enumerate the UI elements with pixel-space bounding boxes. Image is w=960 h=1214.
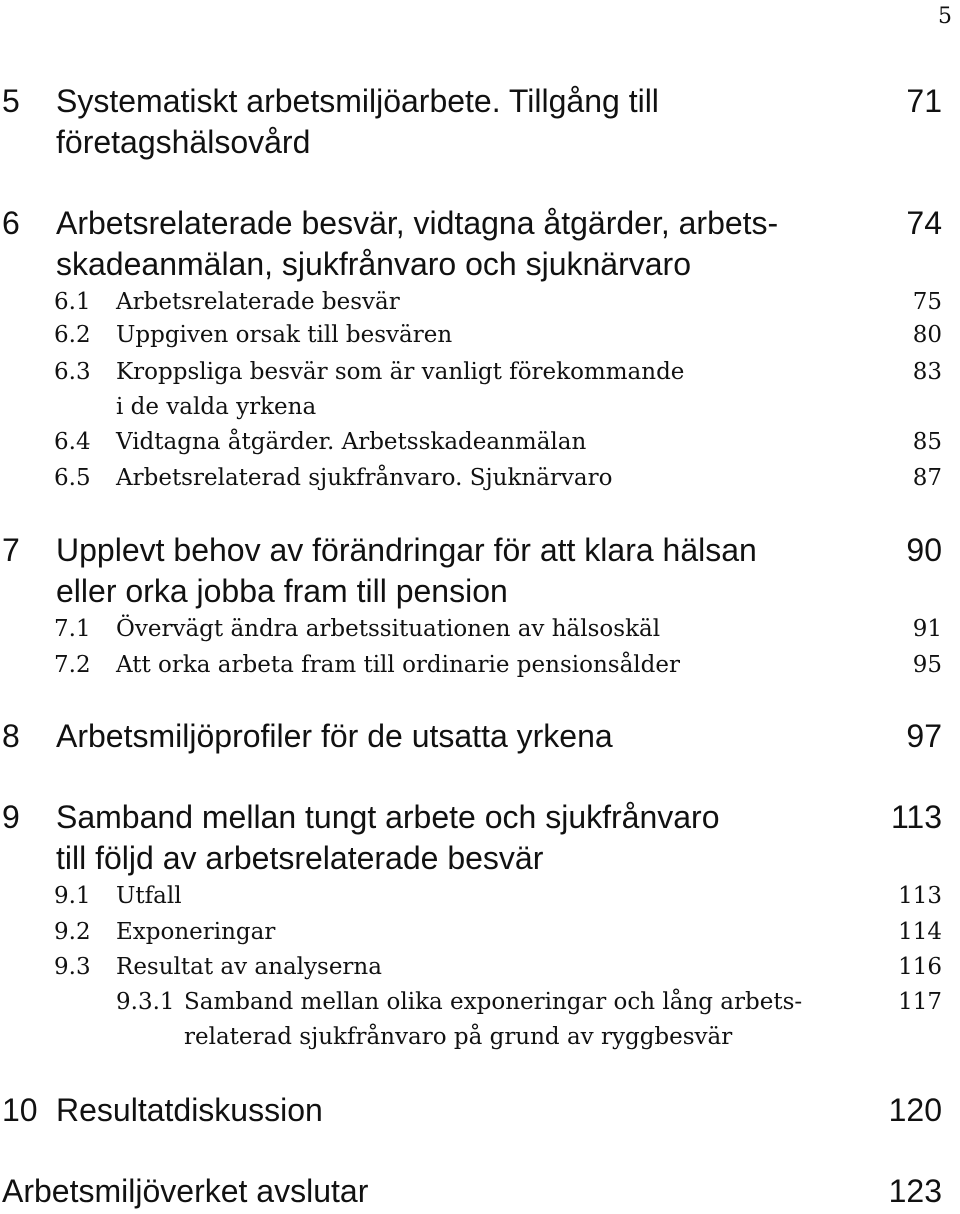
toc-entry-number: 9	[2, 799, 20, 835]
toc-entry-page: 80	[912, 322, 942, 348]
toc-entry-number: 7.2	[54, 652, 91, 678]
toc-entry-title: Samband mellan tungt arbete och sjukfrånvaro till följd av arbetsrelaterade besvär	[56, 799, 720, 876]
toc-entry-page: 91	[912, 616, 942, 642]
toc-entry-title: Arbetsrelaterad sjukfrånvaro. Sjuknärvaro	[116, 465, 613, 491]
toc-entry-page: 120	[888, 1092, 942, 1128]
toc-entry-page: 95	[912, 652, 942, 678]
toc-entry-title: Upplevt behov av förändringar för att klara hälsan eller orka jobba fram till pension	[56, 532, 757, 609]
toc-entry-title: Vidtagna åtgärder. Arbetsskadeanmälan	[116, 429, 587, 455]
toc-entry-title: Exponeringar	[116, 919, 276, 945]
toc-entry-page: 90	[906, 532, 942, 568]
toc-entry-number: 9.3.1	[116, 989, 175, 1015]
toc-entry-page: 114	[898, 919, 942, 945]
toc-entry-number: 7	[2, 532, 20, 568]
toc-entry-page: 85	[912, 429, 942, 455]
toc-entry-title: Samband mellan olika exponeringar och lång arbets- relaterad sjukfrånvaro på grund av ryggbesvär	[184, 989, 803, 1050]
toc-entry-page: 71	[906, 83, 942, 119]
toc-entry-number: 5	[2, 83, 20, 119]
toc-entry-page: 87	[912, 465, 942, 491]
toc-entry-title: Kroppsliga besvär som är vanligt förekommande i de valda yrkena	[116, 359, 685, 420]
toc-entry-number: 6.4	[54, 429, 91, 455]
toc-entry-page: 117	[898, 989, 942, 1015]
toc-entry-number: 6	[2, 205, 20, 241]
toc-entry-number: 9.2	[54, 919, 91, 945]
toc-entry-title: Utfall	[116, 883, 182, 909]
toc-entry-title: Systematiskt arbetsmiljöarbete. Tillgång till företagshälsovård	[56, 83, 659, 160]
toc-entry-page: 74	[906, 205, 942, 241]
toc-entry-page: 75	[912, 289, 942, 315]
toc-entry-title: Arbetsrelaterade besvär, vidtagna åtgärder, arbets- skadeanmälan, sjukfrånvaro och sjuknärvaro	[56, 205, 779, 282]
toc-entry-number: 7.1	[54, 616, 91, 642]
toc-entry-page: 97	[906, 718, 942, 754]
toc-entry-number: 6.1	[54, 289, 91, 315]
toc-entry-number: 6.3	[54, 359, 91, 385]
toc-entry-page: 83	[912, 359, 942, 385]
toc-entry-title: Arbetsmiljöverket avslutar	[2, 1173, 369, 1209]
toc-entry-page: 113	[890, 799, 942, 835]
toc-entry-title: Resultat av analyserna	[116, 954, 382, 980]
toc-entry-number: 10	[2, 1092, 38, 1128]
toc-entry-title: Att orka arbeta fram till ordinarie pensionsålder	[116, 652, 680, 678]
toc-entry-number: 6.2	[54, 322, 91, 348]
page-number: 5	[938, 4, 952, 29]
toc-entry-title: Arbetsrelaterade besvär	[116, 289, 400, 315]
toc-entry-page: 116	[898, 954, 942, 980]
toc-entry-number: 6.5	[54, 465, 91, 491]
toc-entry-title: Resultatdiskussion	[56, 1092, 323, 1128]
toc-entry-title: Uppgiven orsak till besvären	[116, 322, 453, 348]
toc-entry-page: 123	[888, 1173, 942, 1209]
toc-entry-page: 113	[898, 883, 942, 909]
toc-entry-number: 8	[2, 718, 20, 754]
toc-entry-title: Övervägt ändra arbetssituationen av hälsoskäl	[116, 616, 661, 642]
toc-entry-title: Arbetsmiljöprofiler för de utsatta yrkena	[56, 718, 613, 754]
toc-entry-number: 9.3	[54, 954, 91, 980]
toc-entry-number: 9.1	[54, 883, 91, 909]
